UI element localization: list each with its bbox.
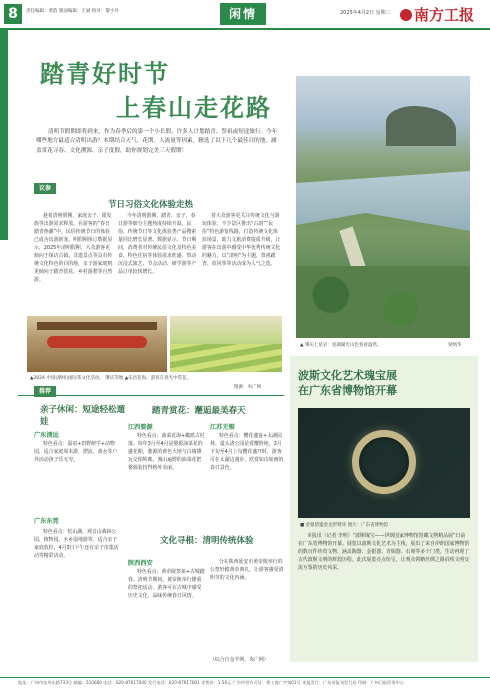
- karst-peak: [386, 106, 456, 146]
- small-photos-caption: ▲2024 中国(潮州)国际茶文化活动。 肇庆等地 ▲乐昌花海，游客在春光中赏花。: [30, 376, 192, 381]
- festival-article-title: 节日习俗文化体验走热: [108, 200, 194, 210]
- small-photos-credit: 图源：央广网: [234, 385, 261, 390]
- section-divider: [18, 395, 284, 396]
- xian-text: 特色看点：黄帝陵祭祖+古城踏春。清明节期间，黄帝陵举行隆重的祭祀活动，游客可在古城中感受历史文化，品味传统春日风情。: [128, 569, 205, 599]
- tag-recommend: 推荐: [34, 386, 56, 397]
- editor-credits: 责任编辑：黄韵 版面编辑：王斌 校对：黎小丹: [26, 9, 119, 14]
- bangle-photo: [298, 408, 470, 518]
- side-accent-strip: [0, 30, 8, 240]
- brand-logo-icon: [400, 9, 412, 21]
- region-wuxi: 江苏无锡: [210, 424, 235, 431]
- tag-guide: 议参: [34, 183, 56, 194]
- big-photo-caption: ▲ 肇庆七星岩：星湖湖光山色春意盎然。: [300, 343, 382, 348]
- lake-water: [296, 171, 470, 231]
- region-wuyuan: 江西婺源: [128, 424, 153, 431]
- newspaper-brand: [400, 4, 474, 25]
- big-photo-credit: 梁炳华: [448, 343, 462, 348]
- wuyuan-text: 特色看点：油菜花海+徽派古村落。每年3月至4月是婺源油菜花的盛花期，婺源的黄色大地与白墙黛瓦交相辉映，漫山遍野的油菜花把婺源装扮得格外美丽。: [128, 433, 205, 471]
- bangle-caption: ■ 金银错鎏金龙形臂环 图片：广东省博物馆: [300, 523, 389, 528]
- lake-landscape-photo: [296, 76, 470, 338]
- section-label: 闲情: [220, 3, 266, 25]
- headline-line1: 踏青好时节: [40, 59, 170, 88]
- flower-field-photo: [170, 316, 282, 372]
- publication-date: 2025年4月2日 星期三: [340, 10, 391, 16]
- region-dongguan: 广东东莞: [34, 518, 59, 525]
- tree-canopy: [296, 266, 470, 338]
- festival-dragon-photo: [27, 316, 167, 372]
- region-qingyuan: 广东清远: [34, 432, 59, 439]
- museum-title-line1: 波斯文化艺术瑰宝展: [298, 369, 397, 382]
- intro-paragraph: 清明节假期即将到来，作为春季后的第一个小长假，许多人计划踏青、祭祖或短途旅行。今年哪些地方最适合清明出游？本期结合天气、花期、人流量等因素，精选了以下几个最佳目的地，涵盖赏花寻春、文化溯源、亲子度假，助你规划完美三天假期！: [36, 129, 278, 154]
- spring-section-title: 踏青赏花：邂逅最美春天: [152, 406, 246, 416]
- qingyuan-text: 特色看点：温泉+田野研学+动物园，适合家庭周末游，漂流、戏水等户外活动孩子乐无穷。: [34, 441, 118, 463]
- xian-text-continued: 分在陕西延安市黄帝陵举行的公祭轩辕黄帝典礼，让游客感受清明节的文化内涵。: [210, 559, 284, 581]
- dragon-float: [47, 336, 147, 348]
- dongguan-text: 特色看点：松山湖、观音山森林公园、植物园、水乡湿地游等，适合亲子家庭放松，4月3日下午还有亲子市集活动等精彩活动。: [34, 529, 119, 559]
- museum-body: 本报讯（记者 李明）“波斯瑰宝——伊朗国家博物馆馆藏文物精品展”日前在广东省博物馆开幕。展览以波斯文化艺术为主线，展出了来自伊朗国家博物馆的数百件珍贵文物，涵盖陶器、金银器、青铜器、石刻等多个门类，生动再现了古代波斯文明的辉煌历程。此次展览亮点纷呈，让观众领略丝绸之路沿线文明交流互鉴的历史风采。: [298, 533, 470, 571]
- museum-title-line2: 在广东省博物馆开幕: [298, 384, 397, 397]
- page-number: 8: [4, 4, 22, 24]
- wuxi-text: 特色看点：樱花盛宴+太湖园林。鼋头渚公园是赏樱胜地，3月下旬至4月上旬樱花盛开时，游客可在太湖边漫步，欣赏如诗如画的春日景色。: [210, 433, 284, 471]
- festival-column-2: 今年清明假期，踏青、亲子、春日游等细分主题热度持续升温，民俗、传统节日等文化体验类产品搜索量同比增长显著。数据显示，节日期间，消费者对传统民俗文化及特色美食、特色住宿等体验需求旺盛，带动沉浸式演艺、节会活动、研学游等产品订单较快增长。: [118, 213, 197, 275]
- culture-section-title: 文化寻根：清明传统体验: [160, 536, 254, 546]
- masthead: [0, 0, 490, 38]
- bangle-artifact: [352, 430, 416, 494]
- headline-line2: 上春山走花路: [116, 93, 272, 122]
- masthead-rule: [0, 28, 490, 30]
- temple-roof: [37, 322, 157, 330]
- family-section-title: 亲子休闲：短途轻松遛娃: [40, 405, 126, 427]
- museum-title: [298, 368, 397, 398]
- festival-column-1: 趁着清明假期，家庭亲子、银发族等出游需求释放。在游客的“春日踏青热潮”中，民俗传统节日的体验已成为出游新宠。明假期预订数据显示，2025年清明假期，大众游客更倾向于探访古镇、非遗景点等具有传统文化特色的目的地，亲子游家庭则更倾向于踏青赏花、乡村游憩等自然游。: [34, 213, 113, 283]
- brand-name: 南方工报: [414, 6, 475, 24]
- flower-field: [170, 344, 282, 372]
- article-source: （综合自金羊网、央广网）: [210, 657, 269, 663]
- festival-column-3: 着大众游客更关注传统文化与游玩体验，不少景区推出“古韵”“民俗”特色游览线路，打造传统文化体验场景，助力文旅消费提质升级，让游客在出游中感受中华优秀传统文化的魅力。以“清明”为主题，祭祖踏青、放风筝等活动成为人气之选。: [202, 213, 281, 267]
- footer-rule: [0, 677, 490, 678]
- footer-info: 地址：广州市东风东路733号 邮编：510600 电话：020-87617000 发行电话：020-87617001 零售价：1.50元 广告经营许可证：粤工商广字第01号 本报发行：广东省报刊发行局 印刷：广州日报印务中心: [18, 680, 404, 685]
- region-xian: 陕西西安: [128, 560, 153, 567]
